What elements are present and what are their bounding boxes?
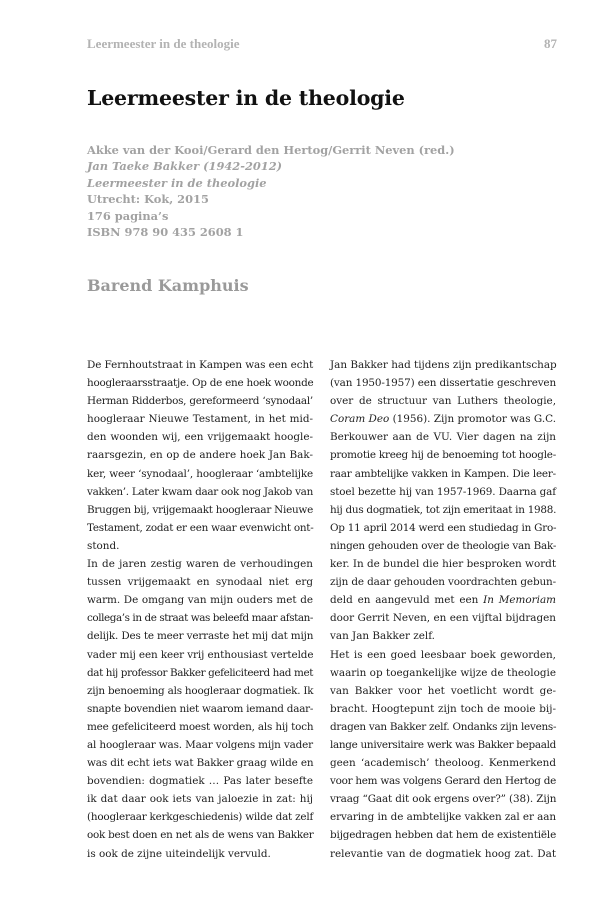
text-line: vraag “Gaat dit ook ergens over?” (38). Zijn [330, 793, 557, 806]
text-line: Jan Bakker had tijdens zijn predikantschap [330, 359, 557, 371]
text-line: In de jaren zestig waren de verhoudingen [87, 558, 313, 571]
text-line: stoel bezette hij van 1957-1969. Daarna gaf [330, 485, 556, 498]
text-line: waarin op toegankelijke wijze de theologie [330, 666, 556, 679]
text-line: al hoogleraar was. Maar volgens mijn vader [87, 738, 313, 751]
text-line: hoogleraar Nieuwe Testament, in het mid- [87, 413, 313, 426]
text-line: bovendien: dogmatiek … Pas later besefte [87, 775, 313, 788]
text-line: bijgedragen hebben dat hem de existentiële [330, 829, 557, 842]
book-editors: Akke van der Kooi/Gerard den Hertog/Gerrit Neven (red.) [87, 143, 455, 157]
running-title: Leermeester in de theologie [87, 36, 240, 51]
text-line: hoogleraarsstraatje. Op de ene hoek woonde [87, 377, 314, 390]
text-line: over de structuur van Luthers theologie, [330, 395, 556, 408]
text-line: promotie kreeg hij de benoeming tot hoogle- [330, 449, 556, 462]
text-line: collega’s in de straat was beleefd maar afstan- [87, 612, 313, 625]
text-line: De Fernhoutstraat in Kampen was een echt [87, 359, 314, 371]
text-line: ningen gehouden over de theologie van Bak- [330, 539, 557, 552]
text-line: ker. In de bundel die hier besproken wordt [330, 558, 556, 571]
text-line: relevantie van de dogmatiek hoog zat. Dat [330, 847, 556, 860]
text-line: raar ambtelijke vakken in Kampen. Die leer- [330, 467, 556, 480]
text-line: voor hem was volgens Gerard den Hertog de [330, 775, 556, 788]
text-line: was dit echt iets wat Bakker graag wilde en [87, 757, 314, 770]
text-line: dragen van Bakker zelf. Ondanks zijn levens- [330, 720, 557, 733]
text-line: Op 11 april 2014 werd een studiedag in Gro- [330, 521, 557, 534]
text-line: ervaring in de ambtelijke vakken zal er aan [330, 811, 556, 824]
text-line: is ook de zijne uiteindelijk vervuld. [87, 847, 271, 860]
text-line: van Jan Bakker zelf. [330, 630, 435, 643]
text-line: Coram Deo (1956). Zijn promotor was G.C. [330, 413, 557, 426]
article-author: Barend Kamphuis [87, 276, 249, 295]
text-line: deld en aangevuld met een In Memoriam [330, 594, 556, 607]
text-line: dat hij professor Bakker gefeliciteerd had met [87, 666, 313, 679]
text-line: ik dat daar ook iets van jaloezie in zat: hij [87, 793, 313, 806]
text-line: den woonden wij, een vrijgemaakt hoogle- [87, 431, 313, 444]
running-head [87, 36, 557, 52]
text-line: delijk. Des te meer verraste het mij dat mijn [87, 630, 314, 643]
text-line: vakken’. Later kwam daar ook nog Jakob van [87, 485, 313, 498]
text-line: ker, weer ‘synodaal’, hoogleraar ‘ambtelijke [87, 467, 313, 480]
text-line: van Bakker voor het voetlicht wordt ge- [330, 684, 556, 697]
book-details [87, 142, 455, 240]
text-line: bracht. Hoogtepunt zijn toch de mooie bij- [330, 702, 556, 715]
text-line: (hoogleraar kerkgeschiedenis) wilde dat zelf [87, 811, 314, 824]
text-line: snapte bovendien niet waarom iemand daar- [87, 702, 314, 715]
article-title: Leermeester in de theologie [87, 86, 405, 110]
book-reference: Coram Deo [330, 413, 390, 426]
text-line: lange universitaire werk was Bakker bepaald [330, 738, 556, 751]
book-pages: 176 pagina’s [87, 208, 169, 223]
text-line: Bruggen bij, vrijgemaakt hoogleraar Nieuwe [87, 503, 313, 516]
text-line: hij dus dogmatiek, tot zijn emeritaat in 1988. [330, 503, 557, 516]
text-line: Berkouwer aan de VU. Vier dagen na zijn [330, 431, 556, 444]
book-title: Leermeester in de theologie [87, 175, 267, 190]
book-isbn: ISBN 978 90 435 2608 1 [87, 225, 244, 240]
text-line: Het is een goed leesbaar boek geworden, [330, 648, 556, 661]
text-line: Herman Ridderbos, gereformeerd ‘synodaal’ [87, 395, 313, 408]
text-line: warm. De omgang van mijn ouders met de [87, 594, 313, 607]
text-line: mee gefeliciteerd moest worden, als hij toch [87, 720, 314, 733]
text-line: tussen vrijgemaakt en synodaal niet erg [87, 576, 313, 589]
text-line: zijn benoeming als hoogleraar dogmatiek. Ik [87, 684, 314, 697]
book-series: Jan Taeke Bakker (1942-2012) [87, 159, 283, 174]
text-line: ook best doen en net als de wens van Bakker [87, 829, 314, 842]
book-reference: In Memoriam [483, 594, 556, 607]
body-column-right [330, 356, 556, 863]
text-line: stond. [87, 539, 120, 552]
page-number: 87 [544, 36, 557, 51]
text-line: door Gerrit Neven, en een vijftal bijdragen [330, 612, 556, 625]
text-line: vader mij een keer vrij enthousiast vertelde [87, 648, 314, 661]
text-line: (van 1950-1957) een dissertatie geschreven [330, 377, 556, 390]
text-line: raarsgezin, en op de andere hoek Jan Bak- [87, 449, 313, 462]
text-line: zijn de daar gehouden voordrachten gebun- [330, 576, 557, 589]
book-publisher: Utrecht: Kok, 2015 [87, 192, 209, 207]
body-column-left [87, 356, 313, 863]
text-line: Testament, zodat er een waar evenwicht ont- [87, 521, 314, 534]
text-line: geen ‘academisch’ theoloog. Kenmerkend [330, 757, 556, 770]
